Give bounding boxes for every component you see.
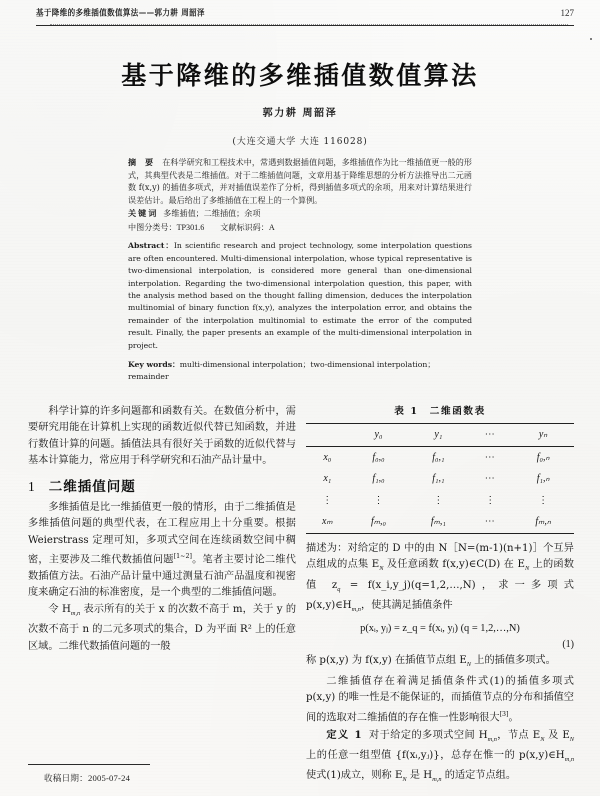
abstract-en-label: Abstract： [128, 241, 174, 251]
uniqueness-paragraph [306, 674, 574, 727]
s1r1-b: 及任意函数 f(x,y)∈C(D) 在 E [383, 559, 525, 571]
table1 [306, 423, 574, 534]
page-number: 127 [560, 8, 574, 18]
s1r4-a: 对于给定的多项式空间 H [368, 729, 488, 741]
footnote-divider [28, 764, 150, 765]
section1-p1-tail: 。笔者主要讨论二维代数插值方法。石油产品计量中通过测量石油产品温度和视密度来确定石油的标准密度，是一个典型的二维插值问题。 [28, 554, 296, 599]
table1-r3c2: fₘ,₁ [430, 516, 446, 528]
abstract-zone [128, 156, 472, 383]
table1-r1c1: f₁,₀ [372, 473, 385, 485]
keywords-cn-label: 关键词 [128, 208, 159, 219]
abstract-cn [128, 156, 472, 206]
section-number: 1 [28, 478, 36, 494]
table1-head [306, 424, 574, 447]
clc-value: TP301.6 [176, 223, 205, 233]
footnote-value: 2005-07-24 [87, 773, 131, 783]
s1r4-b: ，节点 E [496, 729, 541, 741]
table1-r1c2: f₁,₁ [432, 473, 445, 485]
s1r2-b: 上的插值多项式。 [471, 655, 556, 667]
footnote-label: 收稿日期： [44, 774, 88, 784]
table1-r2c1: ⋮ [373, 494, 384, 506]
abstract-cn-label: 摘 要 [128, 157, 157, 167]
running-head [36, 8, 574, 24]
table1-r3c0: xₘ [321, 516, 333, 528]
section-title: 二维插值问题 [48, 478, 136, 495]
intro-paragraph: 科学计算的许多问题都和函数有关。在数值分析中，需要研究用能在计算机上实现的函数近似代替已知函数，并进行数值计算的问题。插值法具有很好关于函数的近似代替与基本计算能力，常应用于科学研究和石油产品计量中。 [28, 406, 296, 467]
subscript-q: q [337, 585, 341, 593]
citation-ref-3: [3] [499, 710, 509, 718]
definition-1-label: 定义 1 [326, 728, 363, 741]
header-divider [36, 25, 574, 26]
citation-ref-1: [1~2] [173, 553, 192, 561]
subscript-N-6: N [402, 776, 407, 784]
doc-code-label: 文献标识码： [220, 222, 269, 233]
keywords-en-text: multi-dimensional interpolation；two-dimensional interpolation；remainder [128, 360, 436, 382]
keywords-en [128, 359, 472, 383]
remark-paragraph [306, 653, 574, 673]
section1-paragraph-2 [28, 602, 296, 655]
s1r1-e: ，使其满足插值条件 [360, 600, 453, 612]
table1-r0c1: f₀,₀ [372, 451, 385, 463]
table1-body [306, 447, 574, 534]
subscript-N-2: N [524, 565, 530, 573]
table-row [306, 469, 574, 490]
subscript-N-1: N [379, 565, 384, 573]
subscript-N-4: N [540, 735, 545, 743]
s1r1-d: = f(x_i,y_j)(q=1,2,…,N)，求一多项式 p(x,y)∈H [306, 579, 574, 612]
subscript-N-5: N [569, 735, 574, 743]
body-column-right [306, 404, 574, 789]
equation-1-number: (1) [562, 639, 574, 651]
table1-r3c3: ⋯ [484, 516, 496, 528]
table1-r1c3: ⋯ [484, 473, 496, 485]
subscript-mn: m,n [70, 609, 81, 617]
s1r3-tail: 。 [508, 712, 519, 724]
s1r2-a: 称 p(x,y) 为 f(x,y) 在插值节点组 E [306, 655, 467, 667]
table1-header-1: y₀ [374, 428, 383, 440]
table-header-row [306, 424, 574, 447]
table1-r3c4: fₘ,ₙ [535, 516, 551, 528]
section1-p2-rest: 表示所有的关于 x 的次数不高于 m，关于 y 的次数不高于 n 的二元多项式的集合，D 为平面 R² 上的任意区域。二维代数插值问题的一般 [28, 603, 297, 652]
table1-r2c0: ⋮ [322, 494, 333, 506]
definition-intro-paragraph [306, 541, 574, 619]
table1-header-0 [306, 424, 349, 447]
table1-r2c2: ⋮ [433, 494, 444, 506]
keywords-en-label: Key words： [128, 360, 180, 370]
definition-1-paragraph [306, 727, 574, 789]
abstract-cn-text: 在科学研究和工程技术中，常遇到数据插值问题，多维插值作为比一维插值更一般的形式，其典型代表是二维插值。对于二维插值问题，文章用基于降维思想的分析方法推导出二元函数 f(x,y) 的插值多项式，并对插值误差作了分析，得到插值多项式的余项，用来对计算结果进行误差估计。最后给出了多维插值在工程上的一个算例。 [128, 157, 472, 205]
table1-header-3: ⋯ [484, 428, 496, 440]
subscript-mn-2: m,n [351, 606, 361, 614]
footnote-received-date [44, 772, 130, 784]
doc-code-value: A [268, 223, 275, 233]
table1-header-2: y₁ [434, 428, 443, 440]
section1-p1-text: 多维插值是比一维插值更一般的情形，由于二维插值是多维插值问题的典型代表，在工程应用上十分重要。根据 Weierstrass 定理可知，多项式空间在连续函数空间中稠密，主要涉及二维代数插值问题 [28, 502, 296, 566]
page-title: 基于降维的多维插值数值算法 [121, 61, 479, 90]
author-list: 郭力耕 周韶泽 [262, 108, 338, 119]
s1r1-c: 上的函数值 z [306, 559, 574, 591]
table-row [306, 490, 574, 511]
s1r4-g: 的适定节点组。 [441, 770, 517, 782]
body-column-left [28, 404, 296, 655]
table-row [306, 512, 574, 534]
table1-header-4: yₙ [538, 428, 548, 440]
section1-p2-lead: 令 H [48, 603, 71, 615]
abstract-en [128, 240, 472, 352]
keywords-cn [128, 207, 472, 220]
scan-artifact-dot [590, 38, 592, 40]
subscript-mn-4: m,n [564, 755, 574, 763]
table1-r1c0: x₁ [323, 473, 332, 485]
clc-label: 中图分类号： [128, 222, 177, 233]
table1-r0c2: f₀,₁ [432, 451, 445, 463]
subscript-N-3: N [466, 661, 472, 669]
table1-r0c0: x₀ [323, 451, 332, 463]
table1-r3c1: fₘ,₀ [371, 516, 386, 528]
s1r4-d: 上的任意一组型值 {f(xᵢ,yⱼ)}，总存在惟一的 p(x,y)∈H [306, 749, 565, 761]
table1-r1c4: f₁,ₙ [536, 473, 550, 485]
table-row [306, 447, 574, 469]
s1r3-text: 二维插值存在着满足插值条件式(1)的插值多项式 p(x,y) 的唯一性是不能保证的，而插值节点的分布和插值空间的选取对二维插值的存在惟一性影响很大 [306, 675, 574, 724]
section1-paragraph-1 [28, 500, 296, 602]
section-heading-1 [28, 479, 296, 495]
table1-r0c4: f₀,ₙ [536, 451, 550, 463]
keywords-cn-text: 多维插值；二维插值；余项 [163, 208, 261, 219]
s1r1-a: 描述为：对给定的 D 中的由 N［N=(m-1)(n+1)］个互异点组成的点集 E [306, 542, 574, 571]
table1-caption: 表 1 二维函数表 [394, 406, 486, 417]
affiliation: (大连交通大学 大连 116028) [232, 137, 368, 147]
subscript-mn-5: m,n [432, 776, 442, 784]
subscript-mn-3: m,n [487, 735, 497, 743]
running-head-title: 基于降维的多维插值数值算法——郭力耕 周韶泽 [36, 7, 205, 18]
table1-wrapper [306, 404, 574, 534]
s1r4-f: 是 H [406, 770, 433, 782]
s1r4-c: 及 E [544, 729, 570, 741]
table1-r2c3: ⋮ [485, 494, 496, 506]
s1r4-e: 使式(1)成立，则称 E [306, 770, 403, 782]
table1-r2c4: ⋮ [538, 494, 549, 506]
abstract-en-text: In scientific research and project technology, some interpolation questions are often encountered. Multi-dimensional interpolation, whose typical representative is two-dimensional interpolation, is considered more general than one-dimensional interpolation. Regarding the two-dimensional interpolation question, this paper, with the analysis method based on the thought falling dimension, deduces the interpolation multinomial of binary function f(x,y), analyzes the interpolation error, and obtains the remainder of the interpolation multinomial to estimate the error of the computed result. Finally, the paper presents an example of the multi-dimensional interpolation in project. [128, 241, 473, 350]
classification-line [128, 221, 472, 234]
table1-r0c3: ⋯ [484, 451, 496, 463]
equation-1: p(xᵢ, yⱼ) = z_q = f(xᵢ, yⱼ) (q = 1,2,…,N) [360, 622, 520, 634]
